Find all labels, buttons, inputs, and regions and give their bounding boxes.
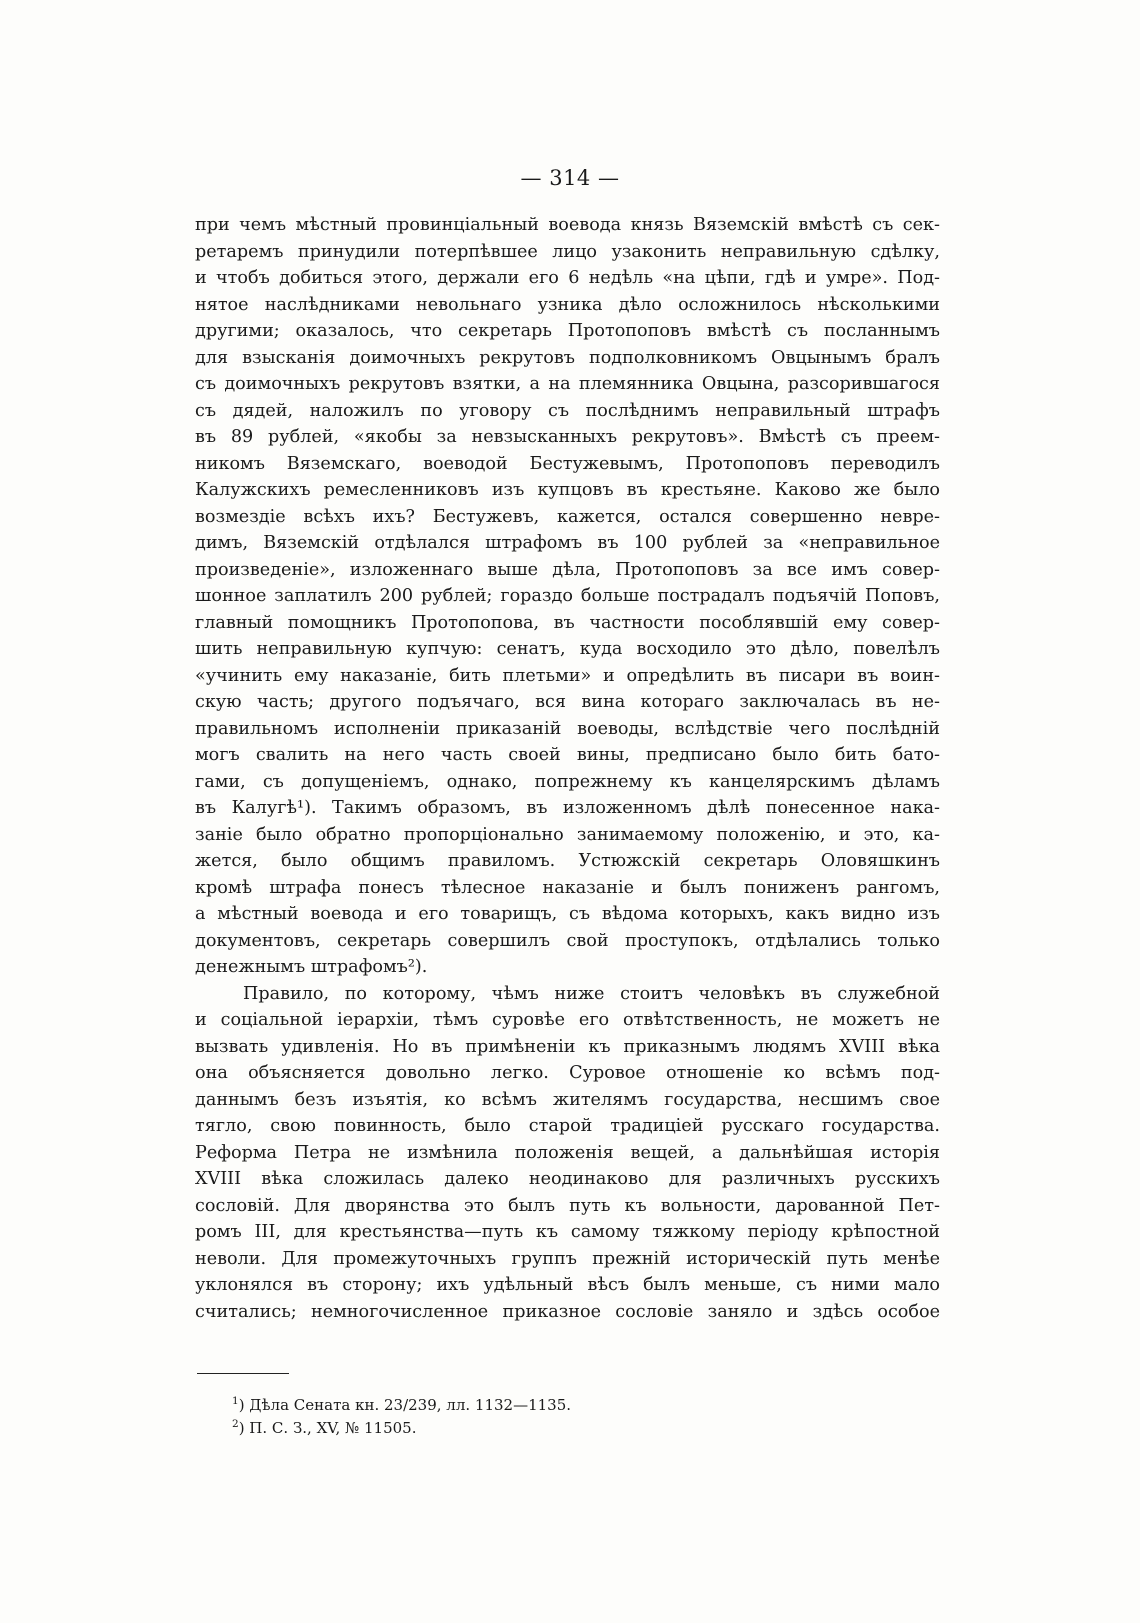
text-line: нятое наслѣдниками невольнаго узника дѣло осложнилось нѣсколькими [195,294,940,315]
text-line: съ доимочныхъ рекрутовъ взятки, а на племянника Овцына, разсорившагося [195,374,940,394]
text-line: жется, было общимъ правиломъ. Устюжскій секретарь Оловяшкинъ [195,851,940,871]
text-line: считались; немногочисленное приказное сословіе заняло и здѣсь особое [195,1301,940,1322]
text-line: XVIII вѣка сложилась далеко неодинаково для различныхъ русскихъ [195,1169,940,1189]
text-line: тягло, свою повинность, было старой традиціей русскаго государства. [195,1116,940,1136]
footnote-text: ) Дѣла Сената кн. 23/239, лл. 1132—1135. [238,1396,572,1414]
paragraph-start-line: Правило, по которому, чѣмъ ниже стоитъ человѣкъ въ служебной [243,983,940,1004]
text-line: гами, съ допущеніемъ, однако, попрежнему къ канцелярскимъ дѣламъ [195,771,940,792]
text-line: а мѣстный воевода и его товарищъ, съ вѣдома которыхъ, какъ видно изъ [195,904,940,924]
text-line: уклонялся въ сторону; ихъ удѣльный вѣсъ былъ меньше, съ ними мало [195,1275,940,1295]
text-line: правильномъ исполненіи приказаній воеводы, вслѣдствіе чего послѣдній [195,718,940,739]
text-line: шонное заплатилъ 200 рублей; гораздо больше пострадалъ подъячій Поповъ, [195,586,940,606]
footnote-divider [197,1373,289,1374]
text-line: Реформа Петра не измѣнила положенія вещей, а дальнѣйшая исторія [195,1142,940,1163]
text-line: произведеніе», изложеннаго выше дѣла, Протопоповъ за все имъ совер- [195,559,940,580]
text-line: даннымъ безъ изъятія, ко всѣмъ жителямъ государства, несшимъ свое [195,1089,940,1110]
footnote-2 [232,1417,932,1440]
footnote-mark: 2 [232,1418,239,1430]
body-text [195,212,940,1325]
text-line: документовъ, секретарь совершилъ свой проступокъ, отдѣлались только [195,930,940,951]
footnote-mark: 1 [232,1395,239,1407]
text-line: для взысканія доимочныхъ рекрутовъ подполковникомъ Овцынымъ бралъ [195,347,940,368]
text-line: шить неправильную купчую: сенатъ, куда восходило это дѣло, повелѣлъ [195,639,940,659]
text-line: сословій. Для дворянства это былъ путь къ вольности, дарованной Пет- [195,1195,940,1216]
text-line: она объясняется довольно легко. Суровое отношеніе ко всѣмъ под- [195,1063,940,1083]
text-line: и чтобъ добиться этого, держали его 6 недѣль «на цѣпи, гдѣ и умре». Под- [195,268,940,288]
text-line: другими; оказалось, что секретарь Протопоповъ вмѣстѣ съ посланнымъ [195,321,940,341]
text-line: вызвать удивленія. Но въ примѣненіи къ приказнымъ людямъ XVIII вѣка [195,1036,940,1057]
text-line: неволи. Для промежуточныхъ группъ прежній историческій путь менѣе [195,1248,940,1269]
text-line: никомъ Вяземскаго, воеводой Бестужевымъ, Протопоповъ переводилъ [195,453,940,474]
text-line: въ Калугѣ¹). Такимъ образомъ, въ изложенномъ дѣлѣ понесенное нака- [195,798,940,818]
text-line: ретаремъ принудили потерпѣвшее лицо узаконить неправильную сдѣлку, [195,241,940,262]
page-number: — 314 — [520,166,620,190]
text-line: кромѣ штрафа понесъ тѣлесное наказаніе и былъ пониженъ рангомъ, [195,877,940,898]
text-line: при чемъ мѣстный провинціальный воевода князь Вяземскій вмѣстѣ съ сек- [195,215,940,235]
text-line: могъ свалить на него часть своей вины, предписано было бить бато- [195,745,940,765]
text-line: заніе было обратно пропорціонально занимаемому положенію, и это, ка- [195,824,940,845]
text-line: главный помощникъ Протопопова, въ частности пособлявшій ему совер- [195,612,940,633]
footnote-text: ) П. С. З., XV, № 11505. [238,1419,417,1437]
footnotes [232,1394,932,1440]
text-line: и соціальной іерархіи, тѣмъ суровѣе его отвѣтственность, не можетъ не [195,1010,940,1030]
text-line: съ дядей, наложилъ по уговору съ послѣднимъ неправильный штрафъ [195,400,940,421]
text-line: димъ, Вяземскій отдѣлался штрафомъ въ 100 рублей за «неправильное [195,533,940,553]
footnote-1 [232,1394,932,1417]
text-line: Калужскихъ ремесленниковъ изъ купцовъ въ крестьяне. Каково же было [195,480,940,500]
text-line: ромъ III, для крестьянства—путь къ самому тяжкому періоду крѣпостной [195,1222,940,1242]
text-line: въ 89 рублей, «якобы за невзысканныхъ рекрутовъ». Вмѣстѣ съ преем- [195,427,940,447]
text-line: возмездіе всѣхъ ихъ? Бестужевъ, кажется, остался совершенно невре- [195,506,940,527]
text-line: денежнымъ штрафомъ²). [195,957,428,977]
text-line: скую часть; другого подъячаго, вся вина котораго заключалась въ не- [195,692,940,712]
text-line: «учинить ему наказаніе, бить плетьми» и опредѣлить въ писари въ воин- [195,665,940,686]
